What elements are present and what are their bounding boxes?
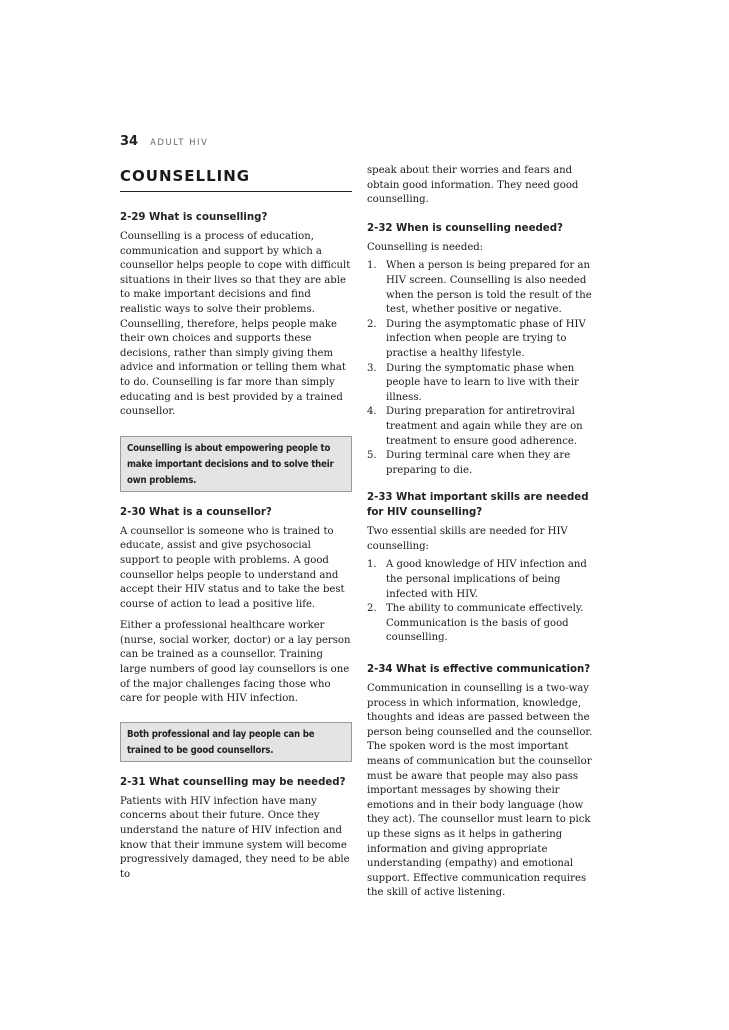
running-title: ADULT HIV	[150, 138, 209, 148]
paragraph-what-is-counselling: Counselling is a process of education, communication and support by which a counsellor helps people to cope with difficult situations in their lives so that they are able to make important decisions and find realistic ways to solve their problems. Counselling, therefore, helps people make their own choices and supports these decisions, rather than simply giving them advice and information or telling them what to do. Counselling is far more than simply educating and is best provided by a trained counsellor.	[120, 231, 351, 418]
list-skills	[367, 558, 600, 646]
list-item: 1. A good knowledge of HIV infection and the personal implications of being infected with HIV.	[367, 559, 587, 600]
question-2-32: 2-32 When is counselling needed?	[367, 222, 563, 234]
list-item: 2. The ability to communicate effectively. Communication is the basis of good counselling.	[367, 603, 584, 644]
paragraph-lay-counsellors: Either a professional healthcare worker (nurse, social worker, doctor) or a lay person can be trained as a counsellor. Training large numbers of good lay counsellors is one of the major challenges facing those who care for people with HIV infection.	[120, 620, 351, 705]
question-2-29: 2-29 What is counselling?	[120, 212, 268, 223]
list-item: 2. During the asymptomatic phase of HIV infection when people are trying to practise a healthy lifestyle.	[367, 318, 586, 359]
paragraph-patient-concerns: Patients with HIV infection have many concerns about their future. Once they understand the nature of HIV infection and know that their immune system will become progressively damaged, they need to be able to	[120, 795, 350, 880]
list-item: 1. When a person is being prepared for an HIV screen. Counselling is also needed when the person is told the result of the test, whether positive or negative.	[367, 260, 592, 316]
paragraph-skills-intro: Two essential skills are needed for HIV counselling:	[367, 526, 568, 552]
page-header	[120, 134, 208, 149]
list-item: 5. During terminal care when they are preparing to die.	[367, 450, 571, 476]
list-when-needed	[367, 259, 600, 478]
right-column	[367, 164, 600, 908]
callout-empowering: Counselling is about empowering people to make important decisions and to solve their own problems.	[120, 436, 352, 492]
question-2-30: 2-30 What is a counsellor?	[120, 506, 272, 518]
question-2-34: 2-34 What is effective communication?	[367, 664, 591, 676]
page-number: 34	[120, 134, 139, 149]
question-2-31: 2-31 What counselling may be needed?	[120, 776, 346, 788]
paragraph-effective-communication: Communication in counselling is a two-way process in which information, knowledge, thoughts and ideas are passed between the person being counselled and the counsellor. The spoken word is the most important means of communication but the counsellor must be aware that people may also pass important messages by showing their emotions and in their body language (how they act). The counsellor must learn to pick up these signs as it helps in gathering information and giving appropriate understanding (empathy) and emotional support. Effective communication requires the skill of active listening.	[367, 683, 593, 899]
list-item: 4. During preparation for antiretroviral treatment and again while they are on treatment to ensure good adherence.	[367, 406, 583, 447]
callout-professional-lay: Both professional and lay people can be trained to be good counsellors.	[120, 722, 352, 762]
list-item: 3. During the symptomatic phase when people have to learn to live with their illness.	[367, 362, 579, 403]
paragraph-counsellor-definition: A counsellor is someone who is trained to educate, assist and give psychosocial support to people with problems. A good counsellor helps people to understand and accept their HIV status and to take the best course of action to lead a positive life.	[120, 525, 345, 610]
question-2-33: 2-33 What important skills are needed for HIV counselling?	[367, 492, 589, 519]
paragraph-needed-intro: Counselling is needed:	[367, 241, 484, 253]
left-column	[120, 164, 352, 889]
paragraph-continued: speak about their worries and fears and obtain good information. They need good counselling.	[367, 165, 579, 206]
chapter-title: COUNSELLING	[120, 166, 352, 192]
